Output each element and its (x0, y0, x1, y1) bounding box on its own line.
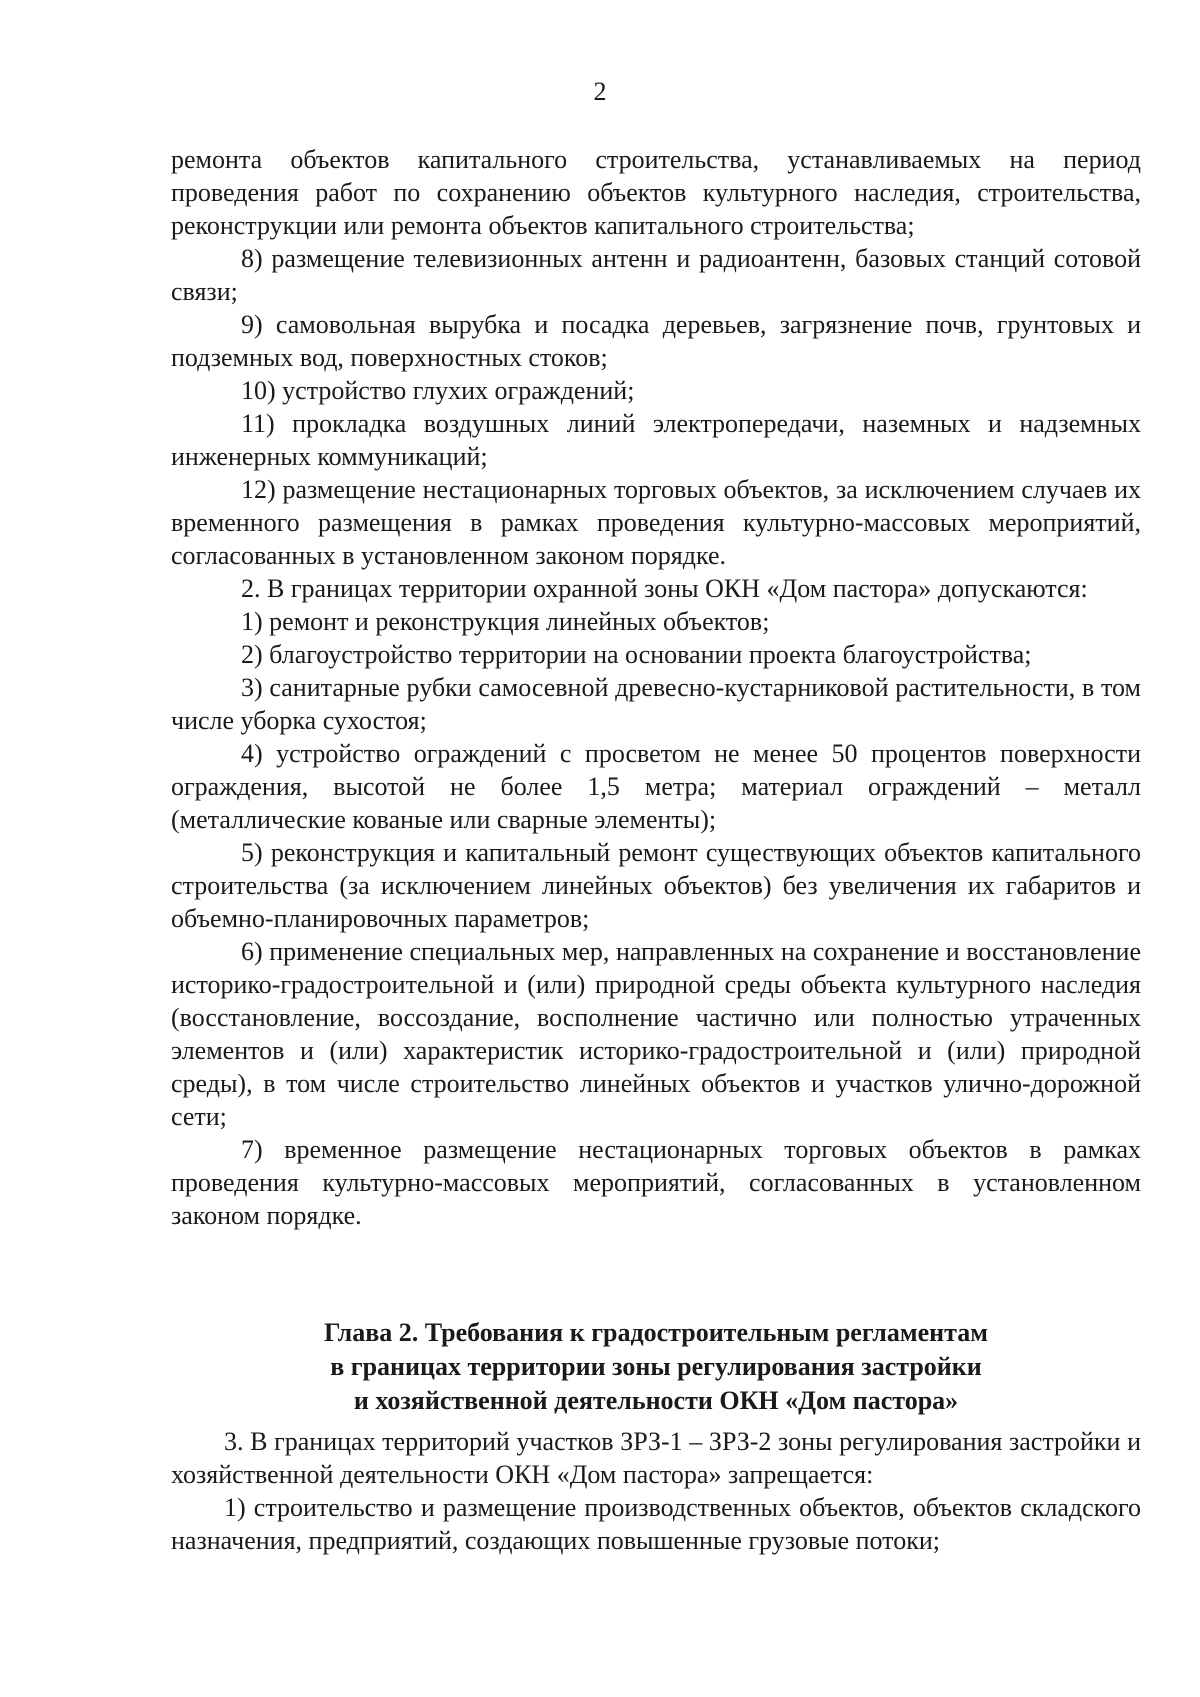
chapter-title-line: Глава 2. Требования к градостроительным регламентам (324, 1318, 988, 1347)
paragraph: 10) устройство глухих ограждений; (241, 376, 635, 405)
chapter-title-line: и хозяйственной деятельности ОКН «Дом пастора» (353, 1386, 959, 1415)
paragraph: 11) прокладка воздушных линий электропередачи, наземных и надземных инженерных коммуникаций; (171, 409, 1141, 471)
list-item: 3) санитарные рубки самосевной древесно-кустарниковой растительности, в том числе уборка сухостоя; (171, 673, 1141, 735)
list-item: 2) благоустройство территории на основании проекта благоустройства; (241, 640, 1032, 669)
page-number: 2 (593, 77, 607, 106)
paragraph: ремонта объектов капитального строительства, устанавливаемых на период проведения работ по сохранению объектов культурного наследия, строительства, реконструкции или ремонта объектов капитального строительства; (171, 145, 1141, 240)
chapter-title (171, 1316, 1141, 1418)
list-item: 1) ремонт и реконструкция линейных объектов; (241, 607, 770, 636)
chapter-title-line: в границах территории зоны регулирования застройки (330, 1352, 982, 1381)
paragraph: 3. В границах территорий участков ЗРЗ-1 – ЗРЗ-2 зоны регулирования застройки и хозяйственной деятельности ОКН «Дом пастора» запрещается: (171, 1427, 1141, 1489)
body-text-2 (171, 1425, 1141, 1557)
list-item: 5) реконструкция и капитальный ремонт существующих объектов капитального строительства (за исключением линейных объектов) без увеличения их габаритов и объемно-планировочных параметров; (171, 838, 1141, 933)
paragraph: 2. В границах территории охранной зоны ОКН «Дом пастора» допускаются: (241, 574, 1088, 603)
paragraph: 8) размещение телевизионных антенн и радиоантенн, базовых станций сотовой связи; (171, 244, 1141, 306)
list-item: 6) применение специальных мер, направленных на сохранение и восстановление историко-градостроительной и (или) природной среды объекта культурного наследия (восстановление, воссоздание, восполнение частично или полностью утраченных элементов и (или) характеристик историко-градостроительной и (или) природной среды), в том числе строительство линейных объектов и участков улично-дорожной сети; (171, 937, 1141, 1131)
list-item: 4) устройство ограждений с просветом не менее 50 процентов поверхности ограждения, высотой не более 1,5 метра; материал ограждений – металл (металлические кованые или сварные элементы); (171, 739, 1141, 834)
list-item: 1) строительство и размещение производственных объектов, объектов складского назначения, предприятий, создающих повышенные грузовые потоки; (171, 1493, 1141, 1555)
paragraph: 12) размещение нестационарных торговых объектов, за исключением случаев их временного размещения в рамках проведения культурно-массовых мероприятий, согласованных в установленном законом порядке. (171, 475, 1141, 570)
body-text (171, 143, 1141, 1232)
list-item: 7) временное размещение нестационарных торговых объектов в рамках проведения культурно-массовых мероприятий, согласованных в установленном законом порядке. (171, 1135, 1141, 1230)
paragraph: 9) самовольная вырубка и посадка деревьев, загрязнение почв, грунтовых и подземных вод, поверхностных стоков; (171, 310, 1141, 372)
